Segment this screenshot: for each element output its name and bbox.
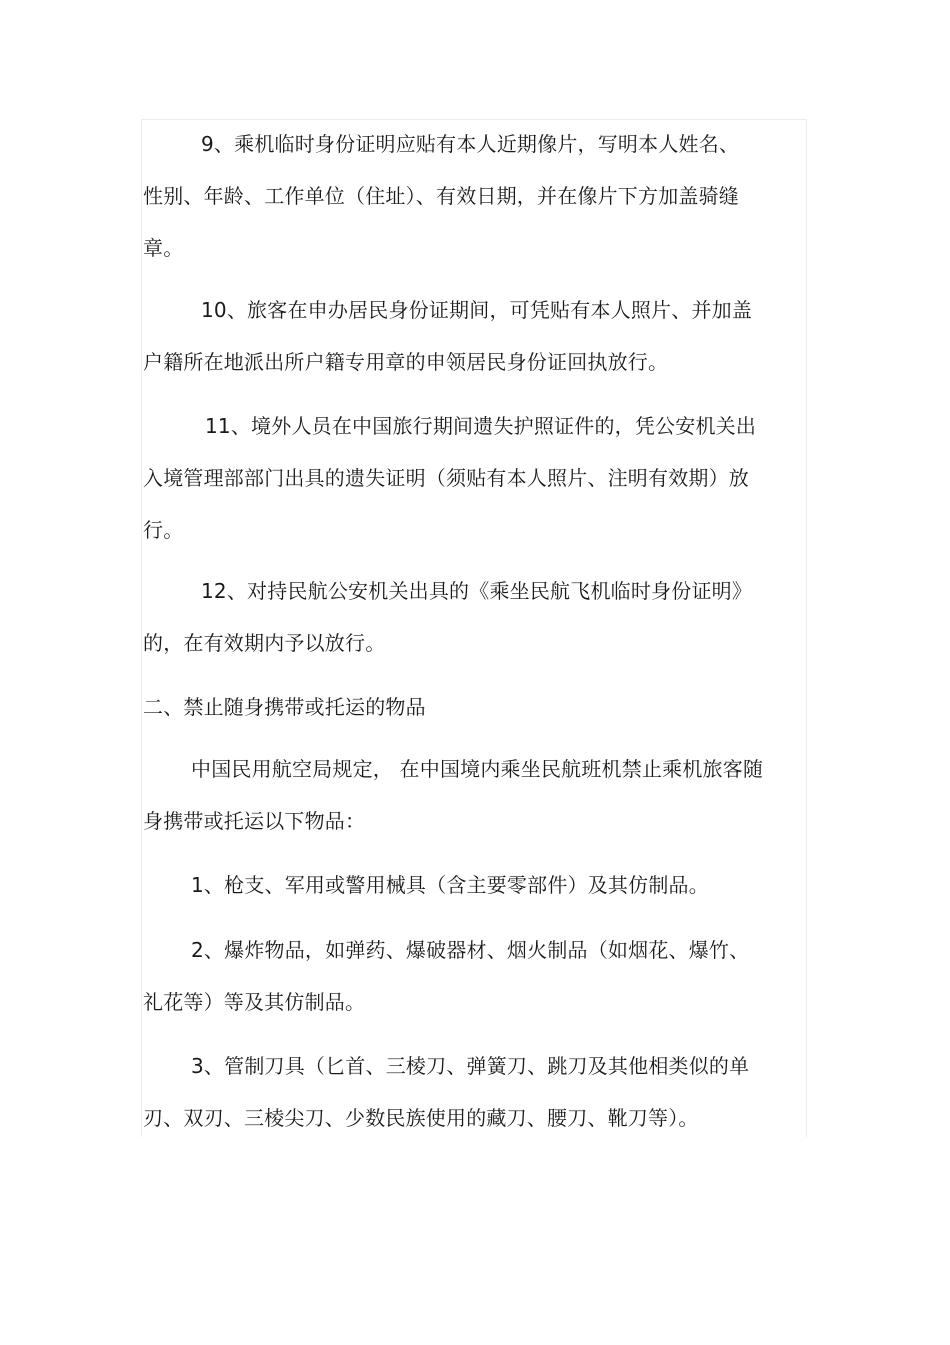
paragraph-line: 3、管制刀具（匕首、三棱刀、弹簧刀、跳刀及其他相类似的单: [191, 1054, 750, 1078]
paragraph-item-11: [143, 400, 783, 556]
paragraph-item-12: [143, 565, 783, 669]
paragraph-line: 行。: [143, 518, 184, 542]
paragraph-item-9: [143, 118, 783, 274]
paragraph-line: 性别、年龄、工作单位（住址）、有效日期，并在像片下方加盖骑缝: [143, 184, 739, 208]
section-heading: [143, 681, 783, 733]
paragraph-line: 2、爆炸物品，如弹药、爆破器材、烟火制品（如烟花、爆竹、: [191, 938, 750, 962]
paragraph-line: 章。: [143, 236, 184, 260]
paragraph-prohibited-3: [143, 1040, 783, 1144]
paragraph-line: 的，在有效期内予以放行。: [143, 631, 386, 655]
paragraph-prohibited-1: [143, 859, 783, 911]
paragraph-line: 1、枪支、军用或警用械具（含主要零部件）及其仿制品。: [191, 873, 709, 897]
paragraph-line: 中国民用航空局规定， 在中国境内乘坐民航班机禁止乘机旅客随: [191, 757, 764, 781]
paragraph-line: 户籍所在地派出所户籍专用章的申领居民身份证回执放行。: [143, 350, 669, 374]
paragraph-line: 9、乘机临时身份证明应贴有本人近期像片，写明本人姓名、: [201, 132, 740, 156]
paragraph-line: 12、对持民航公安机关出具的《乘坐民航飞机临时身份证明》: [201, 579, 753, 603]
paragraph-line: 刃、双刃、三棱尖刀、少数民族使用的藏刀、腰刀、靴刀等）。: [143, 1106, 699, 1130]
paragraph-section-intro: [143, 743, 783, 847]
paragraph-line: 礼花等）等及其仿制品。: [143, 990, 366, 1014]
paragraph-line: 身携带或托运以下物品：: [143, 809, 366, 833]
paragraph-line: 入境管理部部门出具的遗失证明（须贴有本人照片、注明有效期）放: [143, 466, 749, 490]
section-heading-text: 二、禁止随身携带或托运的物品: [143, 695, 426, 719]
paragraph-prohibited-2: [143, 924, 783, 1028]
paragraph-line: 11、境外人员在中国旅行期间遗失护照证件的，凭公安机关出: [205, 414, 757, 438]
paragraph-line: 10、旅客在申办居民身份证期间，可凭贴有本人照片、并加盖: [201, 298, 753, 322]
paragraph-item-10: [143, 284, 783, 388]
